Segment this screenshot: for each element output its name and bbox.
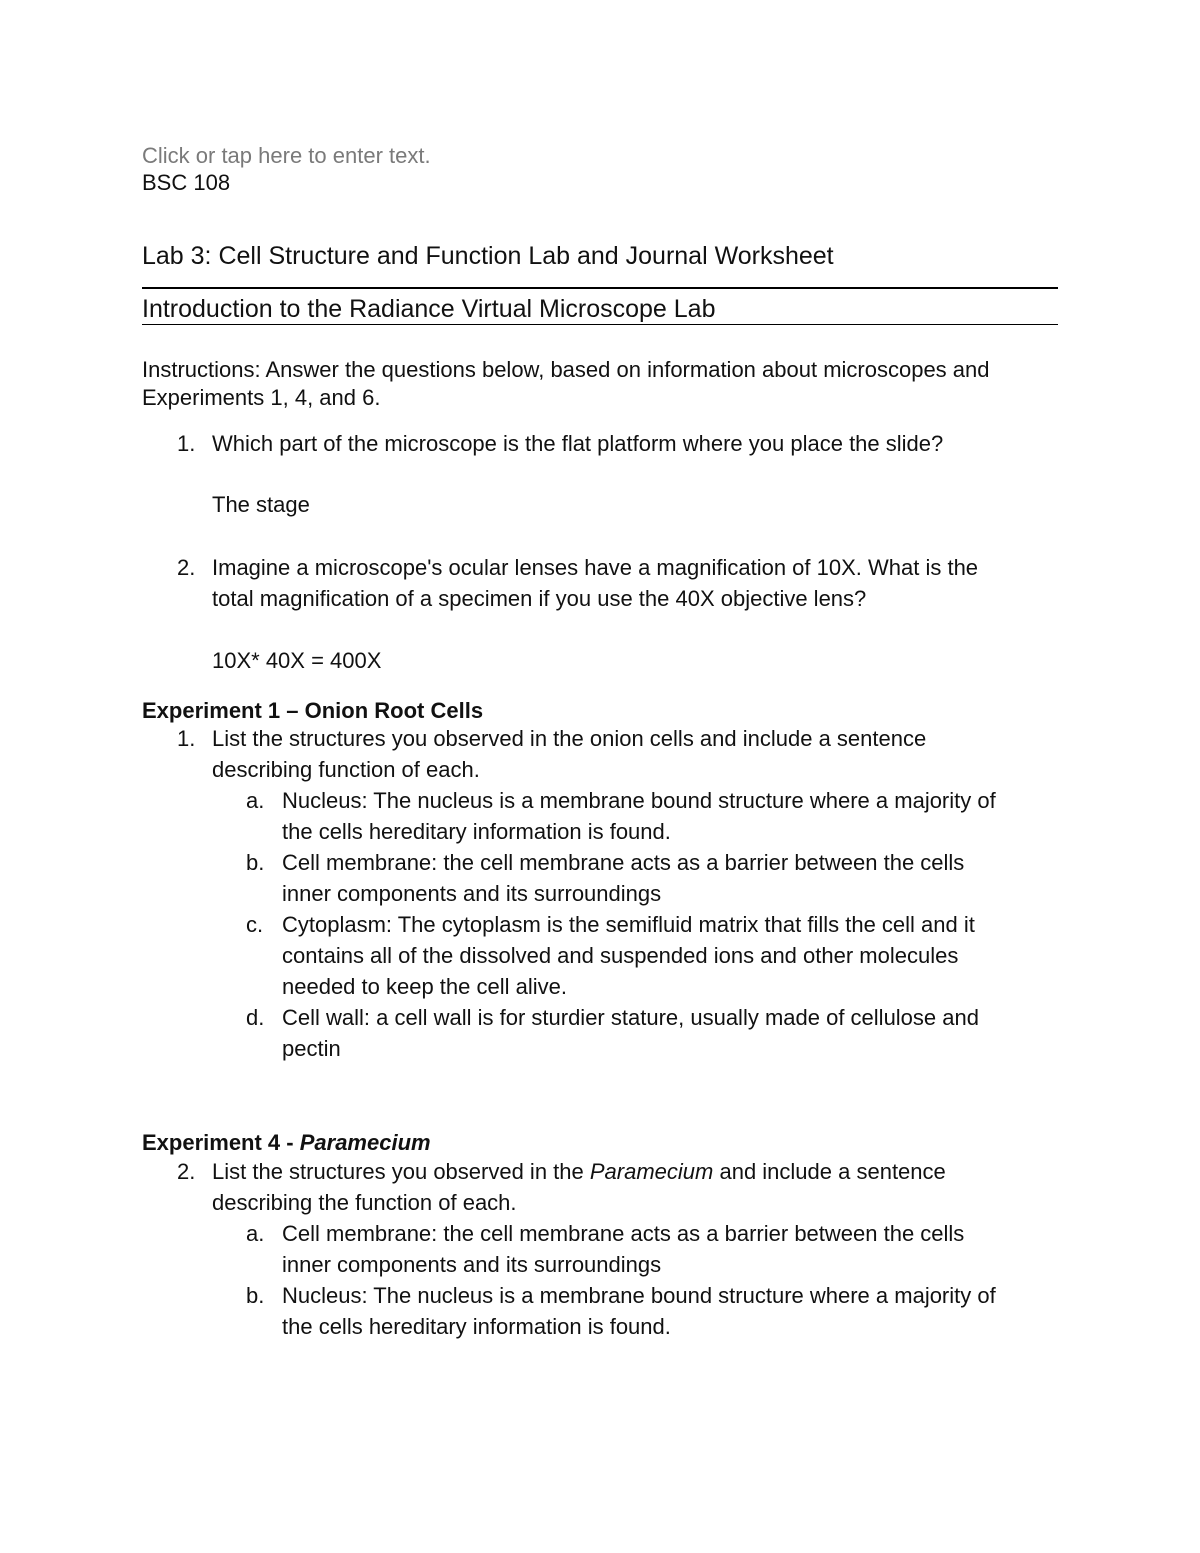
question-text-part: List the structures you observed in the xyxy=(212,1159,590,1184)
list-item-letter: a. xyxy=(246,1221,265,1246)
list-item: needed to keep the cell alive. xyxy=(282,974,567,999)
question-number: 2. xyxy=(177,555,196,580)
question-number: 1. xyxy=(177,726,196,751)
list-item-letter: a. xyxy=(246,788,265,813)
question-text: describing function of each. xyxy=(212,757,480,782)
course-code: BSC 108 xyxy=(142,170,231,195)
list-item: Cell membrane: the cell membrane acts as a barrier between the cells xyxy=(282,850,965,875)
instructions-line-1: Instructions: Answer the questions below, based on information about microscopes and xyxy=(142,357,990,382)
question-text: total magnification of a specimen if you use the 40X objective lens? xyxy=(212,586,867,611)
list-item: pectin xyxy=(282,1036,341,1061)
list-item: Cytoplasm: The cytoplasm is the semifluid matrix that fills the cell and it xyxy=(282,912,975,937)
list-item: inner components and its surroundings xyxy=(282,1252,662,1277)
instructions-line-2: Experiments 1, 4, and 6. xyxy=(142,385,381,410)
list-item: inner components and its surroundings xyxy=(282,881,662,906)
list-item-letter: c. xyxy=(246,912,264,937)
list-item: the cells hereditary information is found. xyxy=(282,1314,671,1339)
list-item-letter: d. xyxy=(246,1005,265,1030)
list-item: Cell wall: a cell wall is for sturdier stature, usually made of cellulose and xyxy=(282,1005,979,1030)
enter-text-placeholder[interactable]: Click or tap here to enter text. xyxy=(142,143,431,168)
list-item: Cell membrane: the cell membrane acts as a barrier between the cells xyxy=(282,1221,965,1246)
page-title: Lab 3: Cell Structure and Function Lab and Journal Worksheet xyxy=(142,242,834,270)
question-text-part: and include a sentence xyxy=(713,1159,946,1184)
subtitle-divider xyxy=(142,324,1058,325)
experiment-1-heading: Experiment 1 – Onion Root Cells xyxy=(142,698,484,723)
question-number: 1. xyxy=(177,431,196,456)
list-item: Nucleus: The nucleus is a membrane bound structure where a majority of xyxy=(282,788,996,813)
page-subtitle: Introduction to the Radiance Virtual Microscope Lab xyxy=(142,295,716,323)
list-item: the cells hereditary information is found. xyxy=(282,819,671,844)
list-item-letter: b. xyxy=(246,1283,265,1308)
question-answer: 10X* 40X = 400X xyxy=(212,648,382,673)
question-number: 2. xyxy=(177,1159,196,1184)
question-text-species: Paramecium xyxy=(589,1159,714,1184)
list-item-letter: b. xyxy=(246,850,265,875)
experiment-4-heading-prefix: Experiment 4 - xyxy=(142,1130,300,1155)
title-divider xyxy=(142,287,1058,289)
list-item: Nucleus: The nucleus is a membrane bound structure where a majority of xyxy=(282,1283,996,1308)
question-text: Imagine a microscope's ocular lenses have a magnification of 10X. What is the xyxy=(212,555,979,580)
experiment-4-heading-species: Paramecium xyxy=(299,1130,431,1155)
question-answer: The stage xyxy=(212,492,310,517)
experiment-4-heading xyxy=(142,1130,431,1156)
question-text: describing the function of each. xyxy=(212,1190,517,1215)
question-text: Which part of the microscope is the flat platform where you place the slide? xyxy=(212,431,944,456)
list-item: contains all of the dissolved and suspended ions and other molecules xyxy=(282,943,959,968)
question-text xyxy=(212,1159,946,1185)
question-text: List the structures you observed in the onion cells and include a sentence xyxy=(212,726,927,751)
